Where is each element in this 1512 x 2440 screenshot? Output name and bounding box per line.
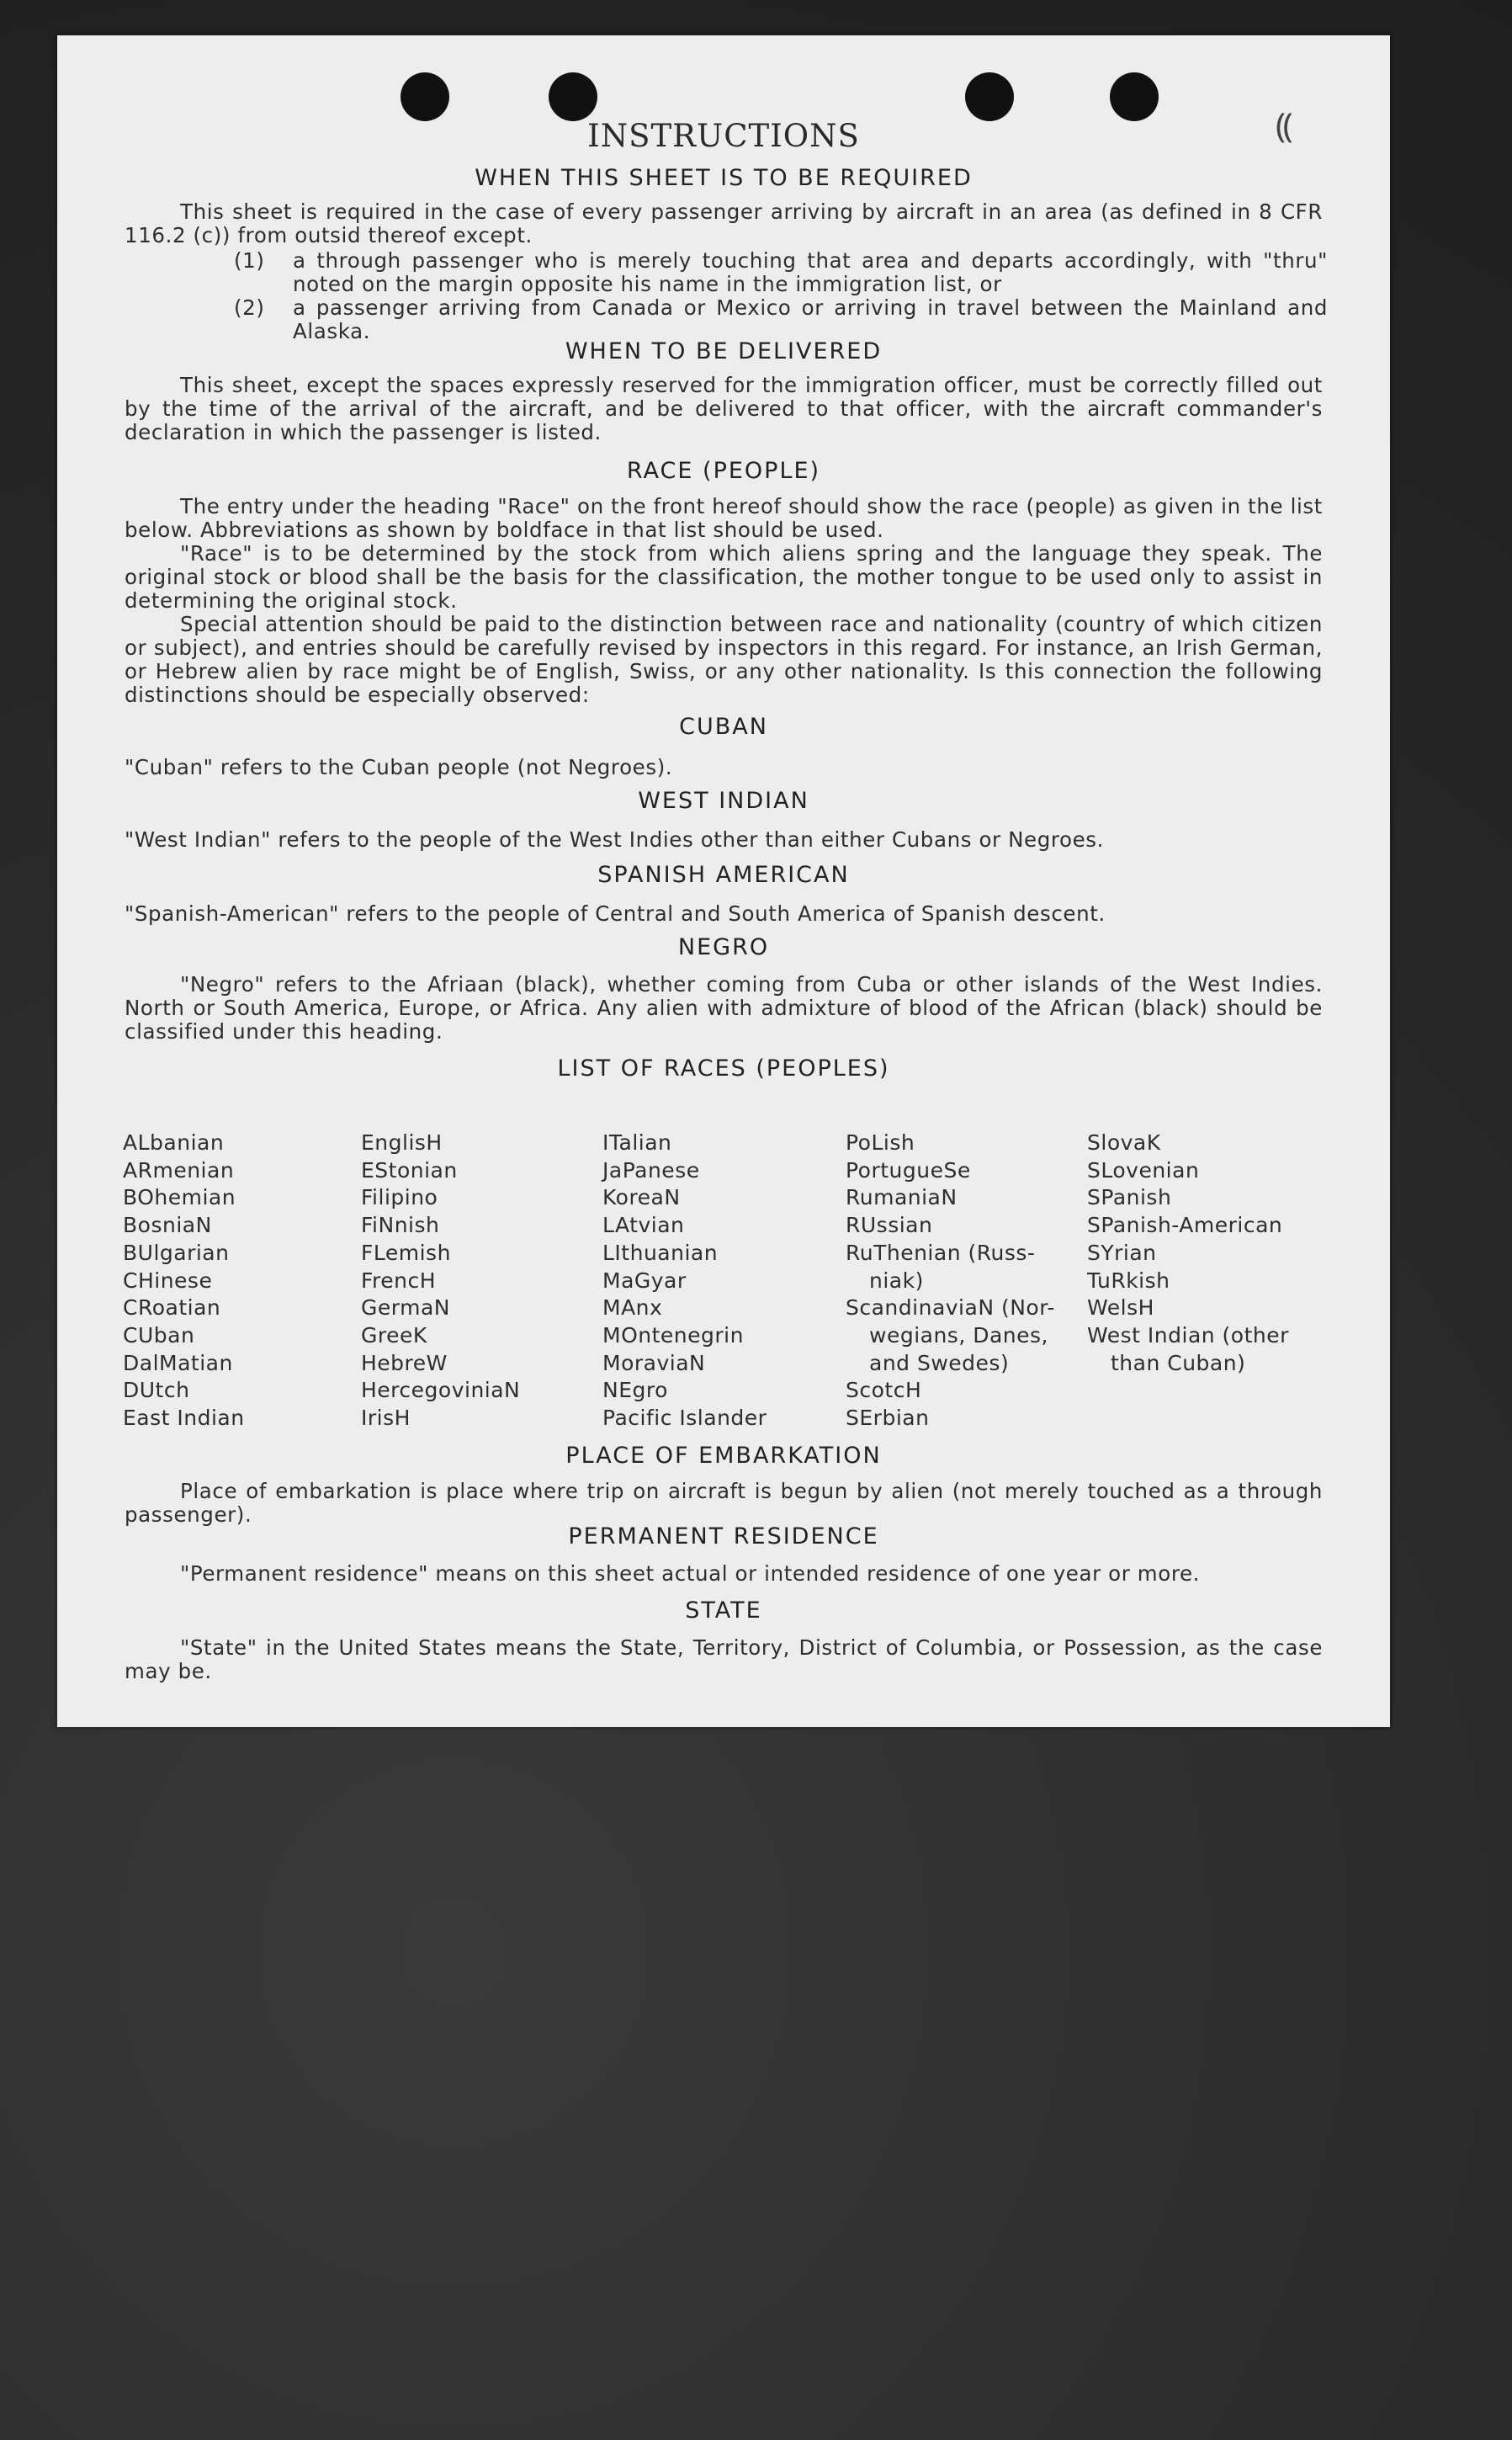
heading-west-indian: WEST INDIAN [638, 788, 809, 814]
west-indian-text: "West Indian" refers to the people of the West Indies other than either Cubans or Negroes. [125, 827, 1104, 852]
race-entry: IrisH [361, 1406, 411, 1431]
spanish-american-text: "Spanish-American" refers to the people of Central and South America of Spanish descent. [125, 901, 1106, 926]
race-entry: NEgro [602, 1378, 668, 1403]
cuban-text: "Cuban" refers to the Cuban people (not Negroes). [125, 755, 673, 779]
instruction-sheet [57, 35, 1390, 1727]
race-entry: PoLish [846, 1130, 915, 1155]
race-paragraph-1: The entry under the heading "Race" on the front hereof should show the race (people) as given in the list below. Abbreviations as shown by boldface in that list should be used. [125, 494, 1323, 542]
race-entry: BUlgarian [123, 1240, 230, 1265]
race-entry: MAnx [602, 1295, 663, 1321]
race-paragraph-2: "Race" is to be determined by the stock from which aliens spring and the language they speak. The original stock or blood shall be the basis for the classification, the mother tongue to be used only to assist in determining the original stock. [125, 541, 1323, 613]
exception-text: a passenger arriving from Canada or Mexico or arriving in travel between the Mainland and Alaska. [293, 295, 1328, 343]
race-entry: JaPanese [602, 1157, 700, 1183]
race-entry: CRoatian [123, 1295, 221, 1321]
race-entry: HercegoviniaN [361, 1378, 521, 1403]
races-column-5 [1087, 1130, 1289, 1377]
race-entry: LAtvian [602, 1213, 685, 1238]
race-entry: FLemish [361, 1240, 451, 1265]
races-column-1 [123, 1130, 245, 1433]
races-column-4 [846, 1130, 1055, 1433]
race-entry: GreeK [361, 1322, 427, 1348]
race-entry: RumaniaN [846, 1185, 958, 1210]
race-entry: East Indian [123, 1406, 245, 1431]
race-entry: RUssian [846, 1213, 933, 1238]
heading-list-of-races: LIST OF RACES (PEOPLES) [557, 1055, 890, 1082]
race-entry: SlovaK [1087, 1130, 1161, 1155]
heading-place-of-embarkation: PLACE OF EMBARKATION [565, 1443, 882, 1469]
race-entry: EStonian [361, 1157, 458, 1183]
punch-hole [965, 72, 1014, 121]
race-entry: DalMatian [123, 1350, 233, 1375]
race-entry: SPanish-American [1087, 1213, 1283, 1238]
exception-text: a through passenger who is merely touching that area and departs accordingly, with "thru" noted on the margin opposite his name in the immigration list, or [293, 248, 1328, 296]
race-entry: RuThenian (Russ- [846, 1240, 1036, 1265]
race-entry: MaGyar [602, 1268, 687, 1293]
race-entry: BosniaN [123, 1213, 212, 1238]
race-entry-continued: niak) [869, 1268, 924, 1293]
state-text: "State" in the United States means the State, Territory, District of Columbia, or Possession, as the case may be. [125, 1635, 1323, 1683]
heading-state: STATE [685, 1597, 762, 1624]
race-entry: KoreaN [602, 1185, 681, 1210]
punch-hole [401, 72, 449, 121]
race-paragraph-3: Special attention should be paid to the distinction between race and nationality (country of which citizen or subject), and entries should be carefully revised by inspectors in this regard. For instance, an Irish German, or Hebrew alien by race might be of English, Swiss, or any other nationality. Is this connection the following distinctions should be especially observed: [125, 612, 1323, 707]
race-entry: ScandinaviaN (Nor- [846, 1295, 1055, 1321]
race-entry: FiNnish [361, 1213, 440, 1238]
race-entry: BOhemian [123, 1185, 236, 1210]
race-entry: SErbian [846, 1406, 930, 1431]
race-entry: MOntenegrin [602, 1322, 744, 1348]
race-entry: TuRkish [1087, 1268, 1170, 1293]
race-entry: LIthuanian [602, 1240, 719, 1265]
race-entry: SLovenian [1087, 1157, 1200, 1183]
heading-when-delivered: WHEN TO BE DELIVERED [565, 338, 883, 364]
exception-number: (2) [234, 295, 265, 320]
heading-race: RACE (PEOPLE) [626, 458, 821, 484]
residence-text: "Permanent residence" means on this sheet actual or intended residence of one year or more. [180, 1561, 1201, 1586]
race-entry: SPanish [1087, 1185, 1172, 1210]
races-column-3 [602, 1130, 767, 1433]
negro-text: "Negro" refers to the Afriaan (black), whether coming from Cuba or other islands of the West Indies. North or South America, Europe, or Africa. Any alien with admixture of blood of the African (black) should be classified under this heading. [125, 972, 1323, 1044]
race-entry: WelsH [1087, 1295, 1154, 1321]
heading-negro: NEGRO [677, 934, 770, 960]
exception-item [234, 296, 1328, 343]
race-entry: West Indian (other [1087, 1322, 1289, 1348]
heading-spanish-american: SPANISH AMERICAN [597, 862, 850, 888]
race-entry: DUtch [123, 1378, 190, 1403]
race-entry: CUban [123, 1322, 195, 1348]
exception-number: (1) [234, 248, 265, 273]
heading-cuban: CUBAN [679, 714, 768, 740]
race-entry: GermaN [361, 1295, 450, 1321]
race-entry-continued: than Cuban) [1111, 1350, 1246, 1375]
race-entry-continued: wegians, Danes, [869, 1322, 1048, 1348]
race-entry: HebreW [361, 1350, 448, 1375]
race-entry: MoraviaN [602, 1350, 706, 1375]
embarkation-text: Place of embarkation is place where trip on aircraft is begun by alien (not merely touched as a through passenger). [125, 1479, 1323, 1527]
heading-permanent-residence: PERMANENT RESIDENCE [568, 1523, 879, 1550]
pencil-mark: ⸨ [1276, 107, 1293, 146]
race-entry-continued: and Swedes) [869, 1350, 1010, 1375]
page-title: INSTRUCTIONS [587, 118, 860, 154]
heading-when-required: WHEN THIS SHEET IS TO BE REQUIRED [475, 165, 973, 191]
delivered-text: This sheet, except the spaces expressly reserved for the immigration officer, must be correctly filled out by the time of the arrival of the aircraft, and be delivered to that officer, with the aircraft commander's declaration in which the passenger is listed. [125, 373, 1323, 444]
required-intro: This sheet is required in the case of every passenger arriving by aircraft in an area (as defined in 8 CFR 116.2 (c)) from outsid thereof except. [125, 199, 1323, 247]
race-entry: FrencH [361, 1268, 437, 1293]
race-entry: ARmenian [123, 1157, 235, 1183]
race-entry: SYrian [1087, 1240, 1157, 1265]
race-entry: CHinese [123, 1268, 213, 1293]
punch-hole [1110, 72, 1159, 121]
races-column-2 [361, 1130, 520, 1433]
punch-hole [549, 72, 597, 121]
race-entry: Filipino [361, 1185, 438, 1210]
race-entry: EnglisH [361, 1130, 443, 1155]
race-entry: ScotcH [846, 1378, 922, 1403]
race-entry: PortugueSe [846, 1157, 971, 1183]
race-entry: Pacific Islander [602, 1406, 767, 1431]
race-entry: ITalian [602, 1130, 672, 1155]
race-entry: ALbanian [123, 1130, 225, 1155]
exception-item [234, 249, 1328, 296]
